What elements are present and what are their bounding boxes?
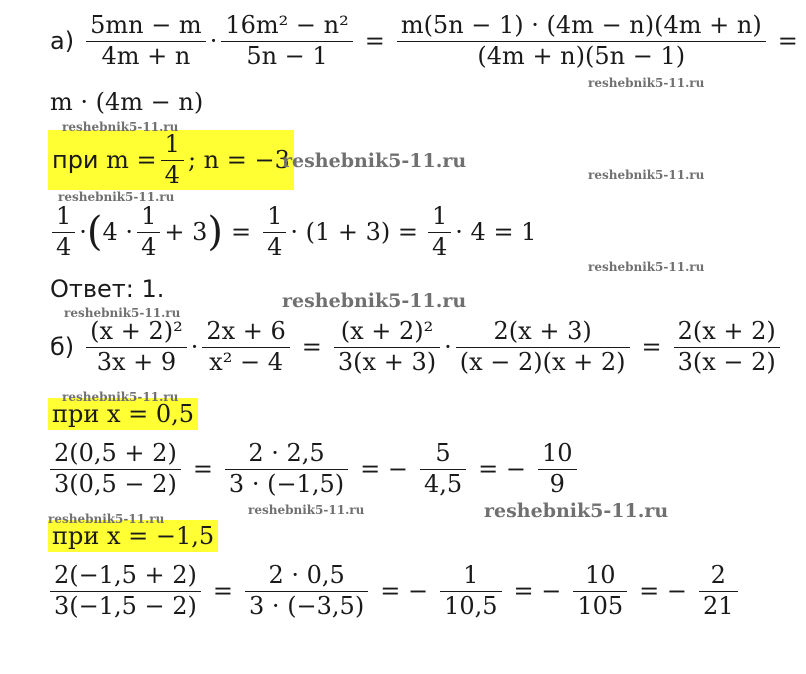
denominator: (4m + n)(5n − 1) [477,41,686,70]
numerator: 10 [584,561,616,589]
part-a-condition [48,130,294,190]
numerator: (x + 2)² [340,317,434,345]
denominator: 4,5 [423,469,463,498]
fraction [674,318,780,376]
fraction [221,12,352,70]
fraction [50,440,181,498]
left-paren: ( [86,209,103,256]
part-b-label: б) [50,333,75,362]
numerator: 16m² − n² [225,11,349,39]
equals-sign: = [301,333,322,362]
denominator: 3(−1,5 − 2) [54,591,197,620]
numerator: 2x + 6 [206,317,286,345]
fraction [538,440,577,498]
fraction [420,440,466,498]
denominator: 4 [56,232,72,261]
denominator: 3 · (−1,5) [228,469,345,498]
equals-sign: = − [513,577,562,606]
fraction [52,203,75,261]
denominator: 5n − 1 [246,41,328,70]
equals-sign: = − [478,455,526,484]
simplified-expression: m · (4m − n) [50,88,204,116]
numerator: 2(x + 2) [677,317,776,345]
fraction [334,318,440,376]
fraction [137,203,160,261]
denominator: 3x + 9 [96,347,177,376]
equals-sign: = [641,333,662,362]
part-a-label: а) [50,27,75,56]
fraction [225,440,348,498]
watermark: reshebnik5-11.ru [58,190,175,204]
watermark: reshebnik5-11.ru [282,290,467,312]
condition-n: ; n = −3 [187,146,290,174]
numerator: 1 [141,202,157,230]
watermark: reshebnik5-11.ru [64,306,181,320]
numerator: 5 [435,439,451,467]
dot-operator: · [79,218,87,247]
calc-end: · 4 = 1 [455,218,537,247]
part-b-line1 [50,318,784,376]
fraction [440,562,501,620]
numerator: 2 · 0,5 [268,561,345,589]
fraction [50,562,201,620]
condition-text: при x = −1,5 [52,522,215,550]
watermark: reshebnik5-11.ru [62,390,179,404]
numerator: 2(x + 3) [493,317,592,345]
part-a-line2 [50,88,203,116]
watermark: reshebnik5-11.ru [588,168,705,182]
part-a-calculation [48,203,536,261]
denominator: 4 [141,232,157,261]
part-a-line1 [50,12,806,70]
fraction [397,12,766,70]
fraction [428,203,451,261]
dot-operator: · [190,333,199,362]
numerator: 2 [710,561,726,589]
numerator: 10 [541,439,573,467]
equals-sign: = [777,27,798,56]
denominator: 4 [267,232,283,261]
watermark: reshebnik5-11.ru [588,76,705,90]
equals-sign: = [212,577,234,606]
numerator: m(5n − 1) · (4m − n)(4m + n) [400,11,762,39]
inner-lead: 4 · [102,218,134,247]
watermark: reshebnik5-11.ru [48,512,165,526]
fraction [86,318,187,376]
numerator: 1 [267,202,283,230]
denominator: 4 [432,232,448,261]
watermark: reshebnik5-11.ru [588,260,705,274]
denominator: 10,5 [444,591,498,620]
condition-text: при x = 0,5 [52,400,195,428]
fraction [245,562,368,620]
denominator: 3(x − 2) [677,347,776,376]
equals-sign: = − [380,577,429,606]
numerator: 5mn − m [90,11,202,39]
denominator: (x − 2)(x + 2) [459,347,626,376]
condition-m: m = [106,146,157,174]
watermark: reshebnik5-11.ru [248,503,365,517]
equals-sign: = [192,455,213,484]
denominator: 4 [164,160,180,189]
part-b-calculation-2 [46,562,742,620]
equals-sign: = [364,27,385,56]
denominator: 105 [577,591,624,620]
part-b-calculation-1 [46,440,581,498]
fraction [573,562,627,620]
answer [50,275,164,303]
denominator: 9 [549,469,565,498]
numerator: 1 [432,202,448,230]
denominator: 21 [703,591,734,620]
equals-sign: = [230,218,252,247]
equals-sign: = − [639,577,688,606]
denominator: 3(x + 3) [337,347,437,376]
watermark: reshebnik5-11.ru [282,150,467,172]
numerator: 1 [56,202,72,230]
numerator: 1 [463,561,479,589]
numerator: (x + 2)² [90,317,183,345]
inner-tail: + 3 [164,218,208,247]
watermark: reshebnik5-11.ru [62,120,179,134]
fraction [456,318,630,376]
denominator: 4m + n [101,41,191,70]
answer-text: Ответ: 1. [50,275,165,303]
equals-sign: = − [360,455,408,484]
fraction [86,12,206,70]
numerator: 2(0,5 + 2) [54,439,177,467]
fraction [161,131,184,189]
fraction [699,562,738,620]
watermark: reshebnik5-11.ru [484,500,669,522]
dot-operator: · [209,27,218,56]
fraction [202,318,289,376]
condition-prefix: при [52,146,107,174]
numerator: 2(−1,5 + 2) [54,561,197,589]
right-paren: ) [207,209,223,256]
denominator: x² − 4 [209,347,283,376]
numerator: 1 [164,129,180,158]
dot-operator: · [444,333,452,362]
denominator: 3(0,5 − 2) [54,469,177,498]
calc-mid: · (1 + 3) = [290,218,418,247]
fraction [263,203,286,261]
denominator: 3 · (−3,5) [249,591,365,620]
numerator: 2 · 2,5 [248,439,325,467]
